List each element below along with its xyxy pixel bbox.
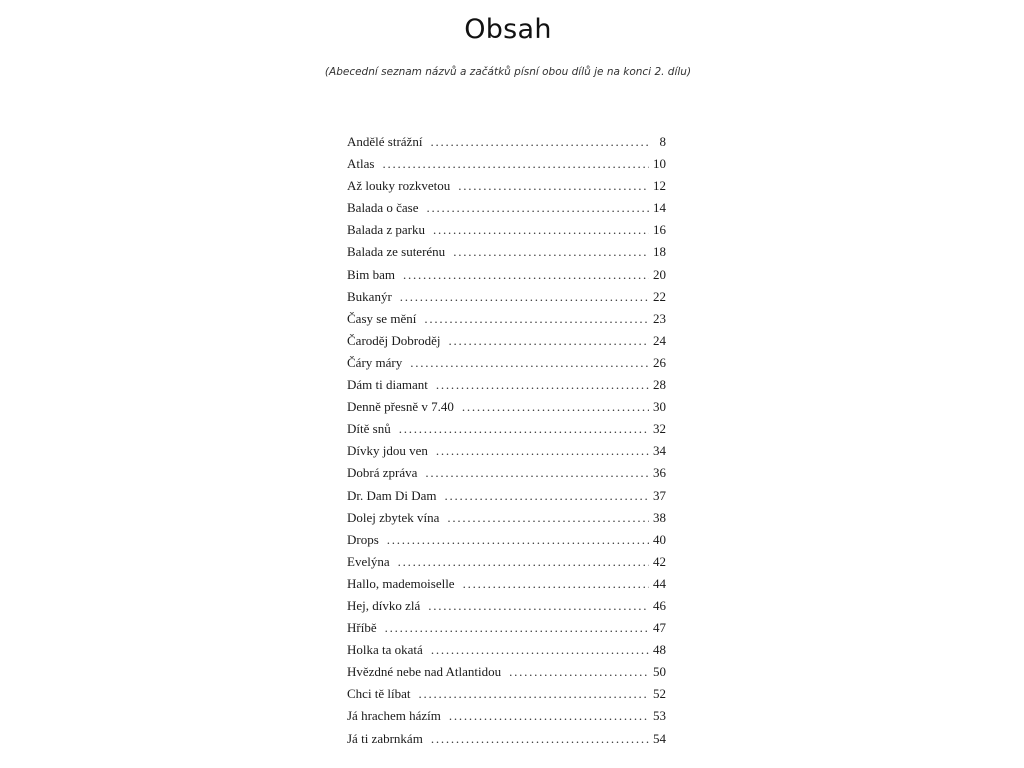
toc-entry: [347, 686, 666, 708]
toc-entry: [347, 289, 666, 311]
dot-leader: [445, 488, 649, 504]
table-of-contents: [347, 134, 666, 753]
toc-entry-title: Čáry máry: [347, 354, 403, 370]
toc-entry-page-number: 54: [653, 730, 666, 746]
toc-entry: [347, 421, 666, 443]
dot-leader: [453, 244, 649, 260]
toc-entry-page-number: 34: [653, 443, 666, 459]
toc-entry-title: Drops: [347, 531, 379, 547]
toc-entry-page-number: 32: [653, 421, 666, 437]
toc-entry: [347, 731, 666, 753]
toc-entry-page-number: 40: [653, 531, 666, 547]
dot-leader: [419, 686, 649, 702]
toc-entry-title: Dívky jdou ven: [347, 443, 428, 459]
toc-entry-title: Já hrachem házím: [347, 708, 441, 724]
dot-leader: [449, 333, 649, 349]
toc-entry-page-number: 14: [653, 200, 666, 216]
toc-entry-page-number: 53: [653, 708, 666, 724]
toc-entry-page-number: 46: [653, 597, 666, 613]
toc-entry-page-number: 8: [659, 134, 666, 149]
toc-entry: [347, 510, 666, 532]
toc-entry: [347, 576, 666, 598]
toc-entry-page-number: 20: [653, 266, 666, 282]
dot-leader: [403, 267, 649, 283]
toc-entry: [347, 355, 666, 377]
dot-leader: [463, 576, 649, 592]
toc-entry-title: Andělé strážní: [347, 134, 423, 149]
toc-entry-title: Bukanýr: [347, 288, 392, 304]
toc-entry-title: Balada z parku: [347, 222, 425, 238]
toc-entry-title: Dr. Dam Di Dam: [347, 487, 437, 503]
toc-entry-page-number: 52: [653, 686, 666, 702]
toc-entry-page-number: 47: [653, 620, 666, 636]
toc-entry-title: Balada ze suterénu: [347, 244, 446, 260]
toc-entry: [347, 377, 666, 399]
toc-entry-title: Hvězdné nebe nad Atlantidou: [347, 664, 502, 680]
toc-entry: [347, 267, 666, 289]
dot-leader: [424, 311, 649, 327]
dot-leader: [387, 532, 649, 548]
toc-entry-title: Já ti zabrnkám: [347, 730, 423, 746]
toc-entry-page-number: 30: [653, 399, 666, 415]
dot-leader: [385, 620, 649, 636]
toc-entry-title: Chci tě líbat: [347, 686, 411, 702]
dot-leader: [425, 465, 649, 481]
toc-entry-title: Hej, dívko zlá: [347, 597, 421, 613]
toc-entry: [347, 134, 666, 156]
toc-entry: [347, 222, 666, 244]
toc-entry-page-number: 23: [653, 310, 666, 326]
toc-entry-page-number: 37: [653, 487, 666, 503]
dot-leader: [410, 355, 649, 371]
toc-entry-page-number: 44: [653, 575, 666, 591]
toc-entry-page-number: 48: [653, 642, 666, 658]
toc-entry-page-number: 22: [653, 288, 666, 304]
toc-entry-title: Dolej zbytek vína: [347, 509, 440, 525]
dot-leader: [509, 664, 649, 680]
toc-entry-page-number: 12: [653, 178, 666, 194]
page-subtitle: (Abecední seznam názvů a začátků písní obou dílů je na konci 2. dílu): [324, 66, 692, 78]
dot-leader: [431, 731, 649, 747]
toc-entry-page-number: 16: [653, 222, 666, 238]
dot-leader: [428, 598, 649, 614]
dot-leader: [430, 134, 649, 150]
dot-leader: [426, 200, 649, 216]
dot-leader: [436, 443, 649, 459]
page-title: Obsah: [464, 14, 552, 45]
toc-entry-title: Bim bam: [347, 266, 396, 282]
dot-leader: [462, 399, 649, 415]
toc-entry: [347, 465, 666, 487]
toc-entry-title: Hříbě: [347, 620, 377, 636]
toc-entry: [347, 200, 666, 222]
toc-entry: [347, 664, 666, 686]
dot-leader: [398, 554, 649, 570]
toc-entry-page-number: 26: [653, 354, 666, 370]
toc-entry: [347, 708, 666, 730]
toc-entry: [347, 311, 666, 333]
toc-entry: [347, 244, 666, 266]
dot-leader: [458, 178, 649, 194]
toc-entry-title: Dám ti diamant: [347, 377, 428, 393]
toc-entry-page-number: 18: [653, 244, 666, 260]
toc-entry-title: Denně přesně v 7.40: [347, 399, 454, 415]
dot-leader: [382, 156, 649, 172]
toc-entry-title: Evelýna: [347, 553, 390, 569]
toc-entry: [347, 620, 666, 642]
toc-entry: [347, 488, 666, 510]
toc-entry: [347, 642, 666, 664]
dot-leader: [433, 222, 649, 238]
toc-entry: [347, 399, 666, 421]
toc-entry-page-number: 28: [653, 377, 666, 393]
toc-entry-title: Balada o čase: [347, 200, 419, 216]
dot-leader: [431, 642, 649, 658]
dot-leader: [447, 510, 649, 526]
toc-entry-title: Holka ta okatá: [347, 642, 423, 658]
toc-entry-title: Dobrá zpráva: [347, 465, 418, 481]
toc-entry-title: Čaroděj Dobroděj: [347, 332, 441, 348]
dot-leader: [400, 289, 649, 305]
toc-entry-page-number: 50: [653, 664, 666, 680]
toc-entry-page-number: 36: [653, 465, 666, 481]
toc-entry: [347, 598, 666, 620]
toc-entry: [347, 443, 666, 465]
toc-entry-page-number: 10: [653, 156, 666, 172]
dot-leader: [436, 377, 649, 393]
toc-entry-title: Dítě snů: [347, 421, 391, 437]
toc-entry: [347, 156, 666, 178]
toc-entry-title: Hallo, mademoiselle: [347, 575, 455, 591]
dot-leader: [399, 421, 649, 437]
toc-entry: [347, 554, 666, 576]
toc-entry-title: Atlas: [347, 156, 375, 172]
toc-entry-page-number: 24: [653, 332, 666, 348]
toc-entry: [347, 178, 666, 200]
toc-entry-page-number: 42: [653, 553, 666, 569]
dot-leader: [449, 708, 649, 724]
toc-entry-page-number: 38: [653, 509, 666, 525]
toc-entry-title: Až louky rozkvetou: [347, 178, 451, 194]
toc-entry-title: Časy se mění: [347, 310, 417, 326]
toc-entry: [347, 333, 666, 355]
toc-entry: [347, 532, 666, 554]
